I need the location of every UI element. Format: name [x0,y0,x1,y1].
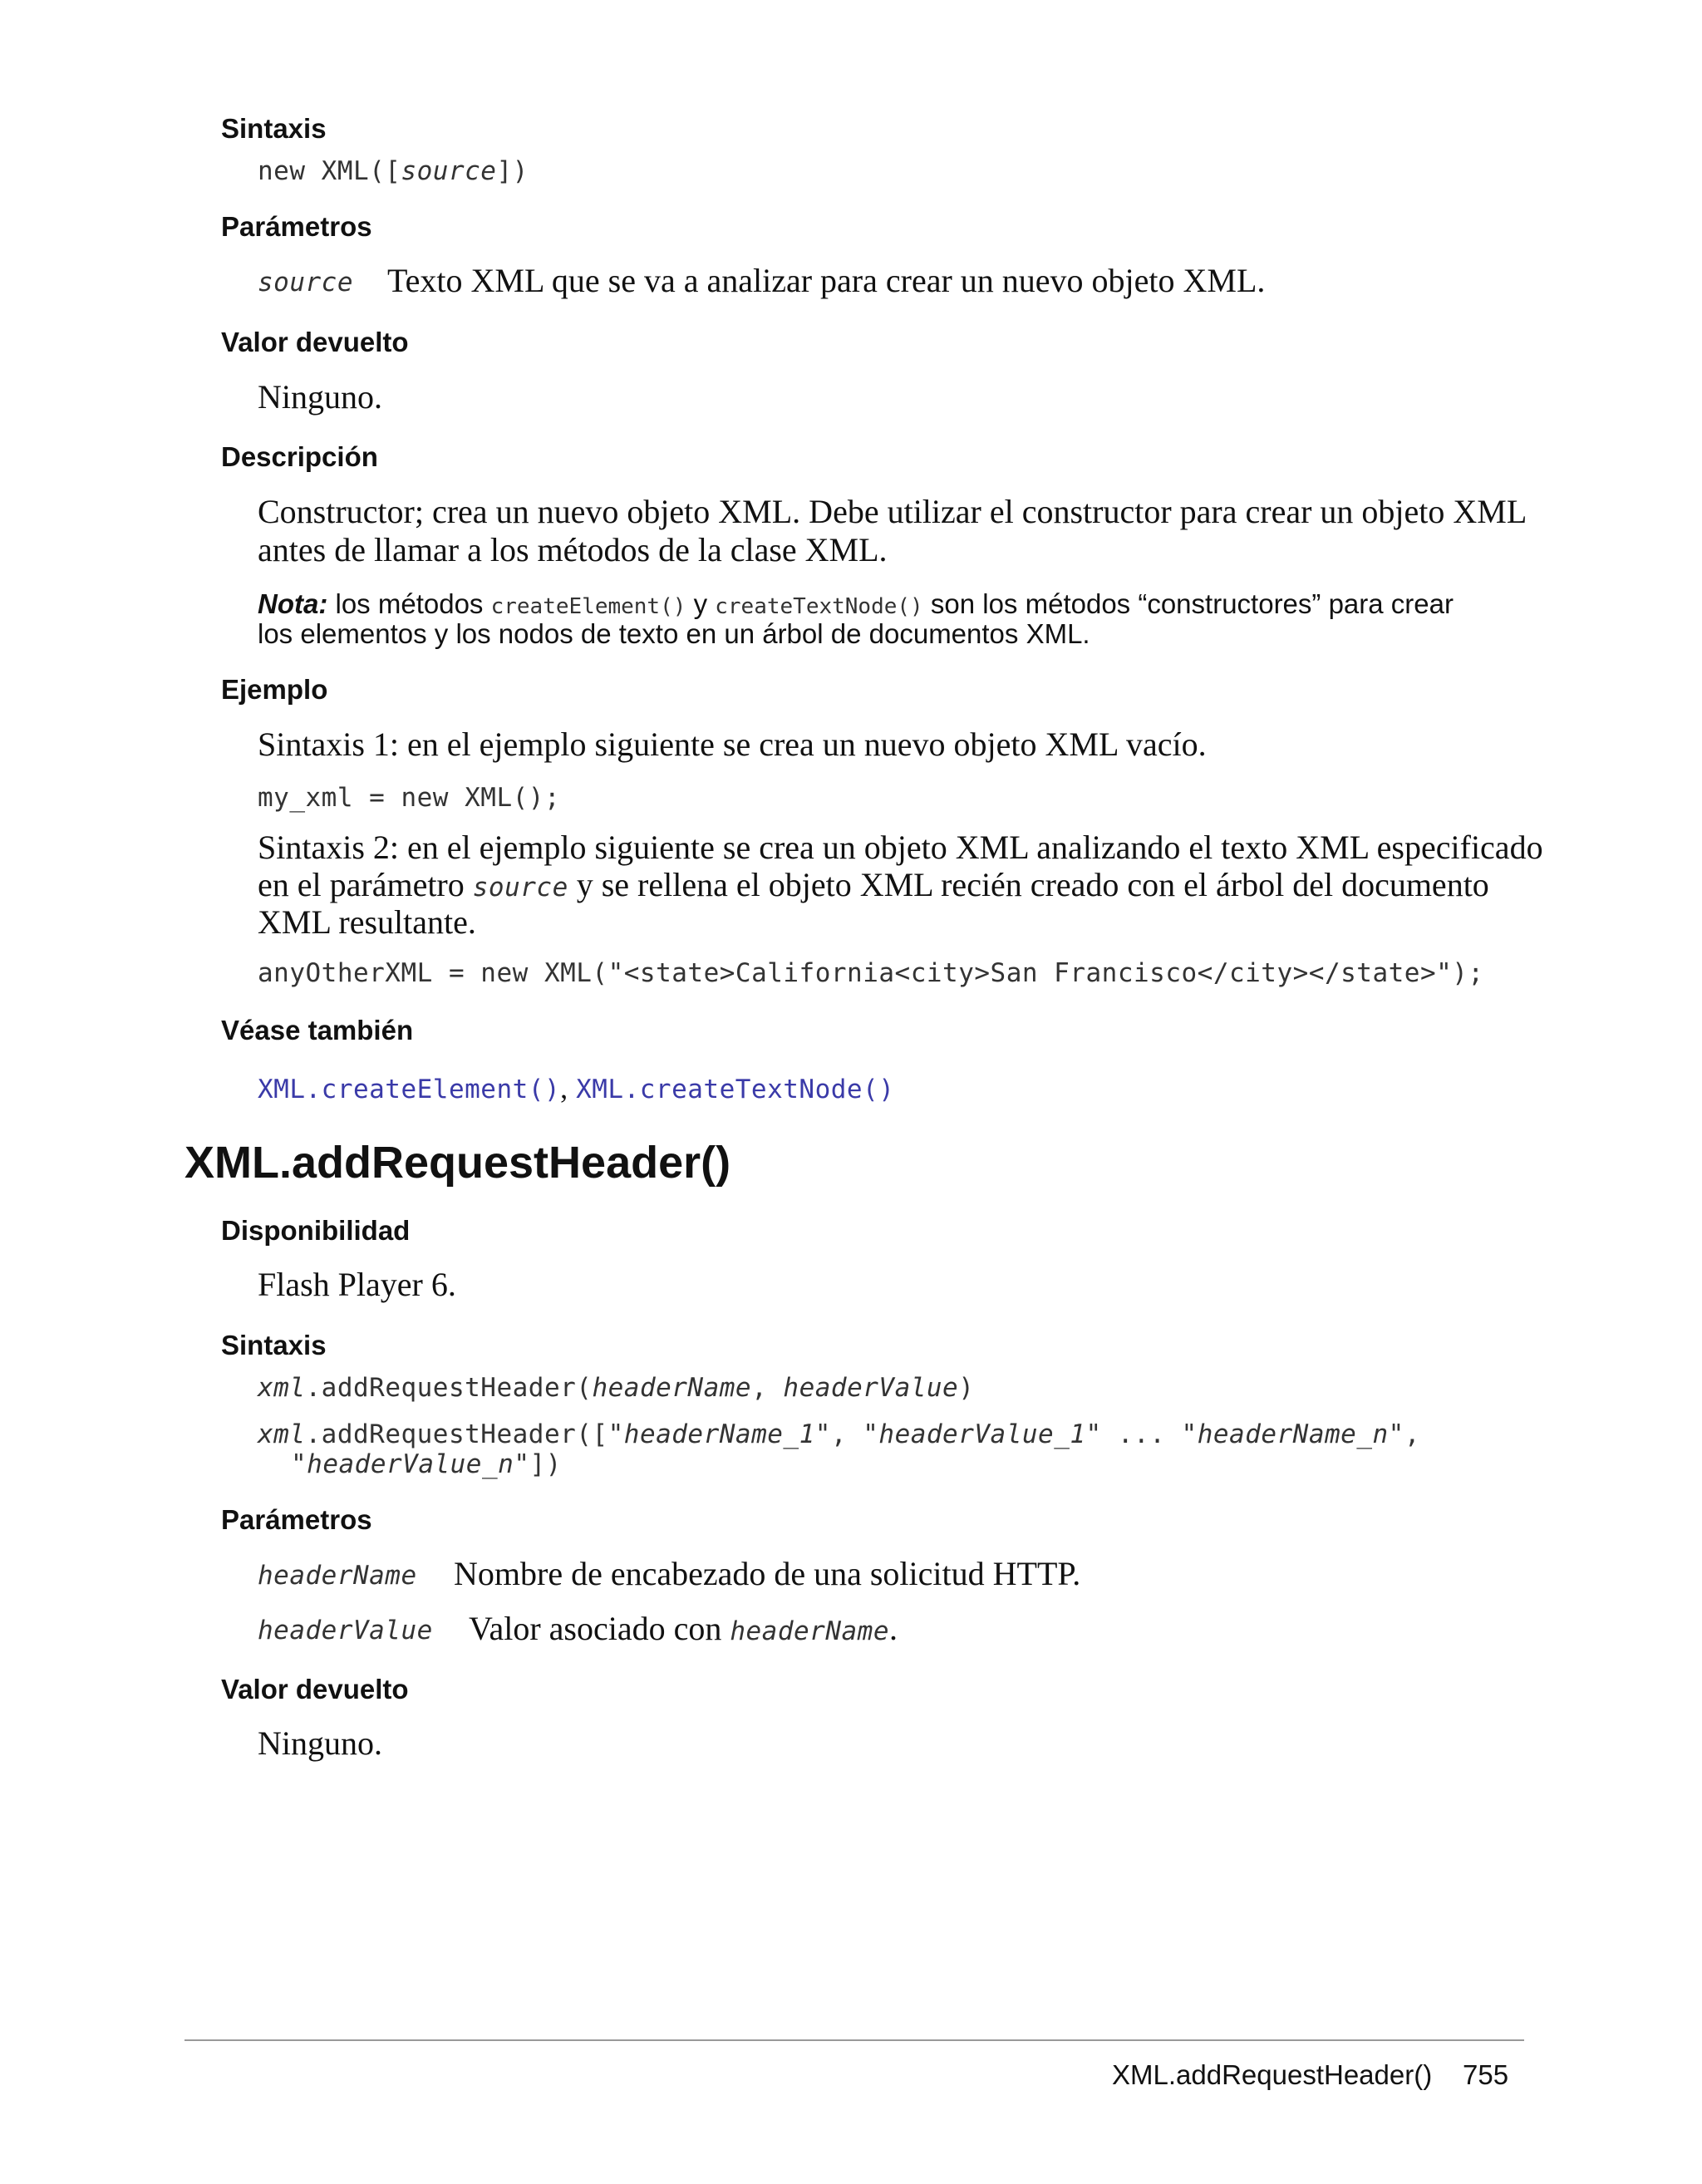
return-value-text-2: Ninguno. [258,1724,382,1762]
code-text: new XML([ [258,156,401,186]
code-text: ", " [814,1419,879,1449]
example-2-text: en el parámetro [258,866,473,903]
section-title: XML.addRequestHeader() [184,1138,731,1188]
param-header-name [258,1561,417,1591]
page-number: 755 [1463,2059,1509,2090]
code-param: headerName_1 [623,1419,815,1449]
footer-divider [184,2039,1524,2041]
example-1-text: Sintaxis 1: en el ejemplo siguiente se crea un nuevo objeto XML vacío. [258,726,1207,763]
code-obj: xml [258,1373,306,1403]
code-method: .addRequestHeader( [305,1373,593,1403]
code-text: ", [1388,1419,1420,1449]
note-text: y [686,588,716,619]
example-2-code-inline: source [472,873,568,903]
note-text: son los métodos “constructores” para crear [922,588,1454,619]
code-param: headerValue [783,1373,959,1403]
return-value-text: Ninguno. [258,378,382,416]
footer-title: XML.addRequestHeader() [1112,2059,1433,2090]
code-param: headerName_n [1197,1419,1389,1449]
example-1-code: my_xml = new XML(); [258,783,561,813]
param-header-value-desc [469,1609,898,1648]
availability-text: Flash Player 6. [258,1266,456,1303]
syntax-2-line-1 [258,1373,974,1403]
code-param: source [401,156,497,186]
see-also-heading: Véase también [221,1015,414,1045]
note-code: createElement() [490,594,686,619]
param-name-text: headerName [258,1561,417,1591]
example-2-line-1: Sintaxis 2: en el ejemplo siguiente se crea un objeto XML analizando el texto XML especificado [258,829,1543,866]
code-method: .addRequestHeader([" [305,1419,624,1449]
link-create-element[interactable]: XML.createElement() [258,1075,561,1104]
availability-heading: Disponibilidad [221,1215,411,1246]
code-param: headerValue_n [307,1449,514,1479]
syntax-code [258,156,529,186]
syntax-2-line-3 [291,1449,562,1479]
code-text: , [751,1373,784,1403]
link-create-text-node[interactable]: XML.createTextNode() [576,1075,895,1104]
description-line-2: antes de llamar a los métodos de la clase XML. [258,531,888,568]
parameters-heading: Parámetros [221,211,372,242]
return-value-heading: Valor devuelto [221,327,409,357]
note-line-1 [258,588,1454,620]
note-line-2: los elementos y los nodos de texto en un árbol de documentos XML. [258,618,1090,649]
code-text: "]) [514,1449,562,1479]
example-heading: Ejemplo [221,674,328,705]
note-label: Nota: [258,588,328,619]
param-desc-text: . [888,1610,898,1647]
example-2-line-3: XML resultante. [258,903,476,941]
return-value-heading-2: Valor devuelto [221,1674,409,1704]
example-2-line-2 [258,865,1489,904]
param-header-name-desc: Nombre de encabezado de una solicitud HTTP. [454,1555,1081,1592]
description-heading: Descripción [221,441,378,472]
note-text: los métodos [327,588,491,619]
param-desc-code: headerName [730,1616,889,1646]
code-text: " [291,1449,307,1479]
example-2-code: anyOtherXML = new XML("<state>California<city>San Francisco</city></state>"); [258,958,1484,988]
code-param: headerName [592,1373,752,1403]
param-name [258,268,353,298]
description-line-1: Constructor; crea un nuevo objeto XML. Debe utilizar el constructor para crear un objeto XML [258,493,1527,530]
code-obj: xml [258,1419,306,1449]
param-desc-text: Valor asociado con [469,1610,730,1647]
syntax-heading: Sintaxis [221,113,327,144]
see-also-links [258,1070,894,1105]
param-name-text: headerValue [258,1616,433,1645]
code-text: ]) [496,156,529,186]
code-text: " ... " [1085,1419,1198,1449]
example-2-text: y se rellena el objeto XML recién creado con el árbol del documento [568,866,1489,903]
code-text: ) [958,1373,975,1403]
see-also-separator: , [560,1071,577,1104]
param-header-value [258,1616,433,1645]
param-description: Texto XML que se va a analizar para crear un nuevo objeto XML. [387,262,1266,299]
code-param: headerValue_1 [878,1419,1086,1449]
param-name-text: source [258,268,353,298]
note-code: createTextNode() [715,594,923,619]
parameters-heading-2: Parámetros [221,1504,372,1535]
syntax-2-line-2 [258,1419,1420,1449]
syntax-heading-2: Sintaxis [221,1330,327,1360]
